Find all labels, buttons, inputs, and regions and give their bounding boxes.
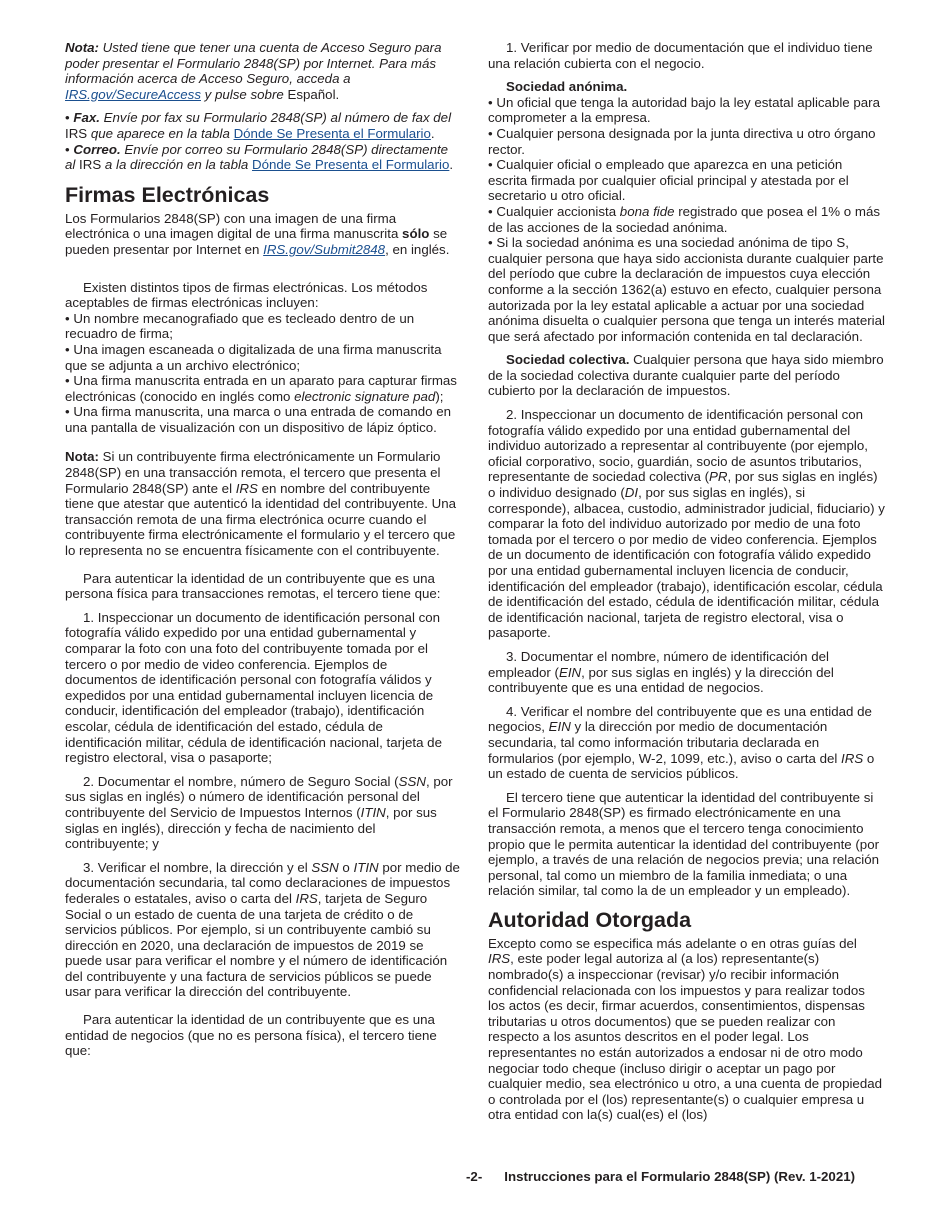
- firma-bullet-1: • Un nombre mecanografiado que es tecleado dentro de un recuadro de firma;: [65, 311, 460, 342]
- footer-title: Instrucciones para el Formulario 2848(SP) (Rev. 1-2021): [504, 1169, 856, 1184]
- firma-bullet-4: • Una firma manuscrita, una marca o una entrada de comando en una pantalla de visualización con un dispositivo de lápiz óptico.: [65, 404, 460, 435]
- negocio-item-4: 4. Verificar el nombre del contribuyente que es una entidad de negocios, EIN y la dirección por medio de documentación secundaria, tal como información tributaria declarada en formularios (por ejemplo, W-2, 1099, etc.), aviso o carta del IRS o un estado de cuenta de servicios públicos.: [488, 703, 875, 782]
- persona-item-3: 3. Verificar el nombre, la dirección y el SSN o ITIN por medio de documentación secundaria, tal como declaraciones de impuestos federales o estatales, aviso o carta del IRS, tarjeta de Seguro Social o un estado de cuenta de una tarjeta de crédito o de servicios públicos. Por ejemplo, si un contribuyente cambió su dirección en 2020, una declaración de impuestos de 2019 se puede usar para verificar el nombre y el número de identificación del contribuyente y una factura de servicios públicos se puede usar para verificar la dirección del contribuyente.: [65, 859, 460, 1000]
- heading-autoridad-otorgada: Autoridad Otorgada: [488, 907, 692, 932]
- firmas-tipos: Existen distintos tipos de firmas electrónicas. Los métodos aceptables de firmas electrónicas incluyen:: [65, 279, 428, 311]
- donde-presenta-link-2[interactable]: Dónde Se Presenta el Formulario: [252, 157, 450, 173]
- sociedad-colectiva: Sociedad colectiva. Cualquier persona que haya sido miembro de la sociedad colectiva durante cualquier parte del período cubierto por la declaración de impuestos.: [488, 352, 884, 399]
- firmas-intro: Los Formularios 2848(SP) con una imagen de una firma electrónica o una imagen digital de una firma manuscrita sólo se pueden presentar por Internet en IRS.gov/Submit2848, en inglés.: [65, 210, 450, 257]
- fax-bullet: • Fax. Envíe por fax su Formulario 2848(SP) al número de fax del IRS que aparece en la tabla Dónde Se Presenta el Formulario.: [65, 110, 460, 141]
- sociedad-anonima-heading: Sociedad anónima.: [506, 79, 628, 95]
- sa-bullet-5: • Si la sociedad anónima es una sociedad anónima de tipo S, cualquier persona que haya sido accionista durante cualquier parte del período que cubre la declaración de impuestos cuya elección conforme a la sección 1362(a) estuvo en efecto, cualquier persona autorizada por la ley estatal aplicable a actuar por una sociedad anónima disuelta o cualquier persona que tenga un interés material que será afectado por información contenida en tal declaración.: [488, 235, 885, 344]
- persona-fisica-intro: Para autenticar la identidad de un contribuyente que es una persona física para transacciones remotas, el tercero tiene que:: [65, 570, 441, 602]
- correo-bullet: • Correo. Envíe por correo su Formulario 2848(SP) directamente al IRS a la dirección en la tabla Dónde Se Presenta el Formulario.: [65, 142, 460, 173]
- persona-item-1: 1. Inspeccionar un documento de identificación personal con fotografía válido expedido por una entidad gubernamental y comparar la foto con una foto del contribuyente tomada por el tercero o por medio de video conferencia. Ejemplos de documentos de identificación personal con fotografía válidos y expedidos por una entidad gubernamental incluyen licencia de conducir, identificación del empleador (trabajo), identificación escolar, cédula de identificación del estado, cédula de identificación militar, cédula de identificación nacional, tarjeta de registro electoral, visa o pasaporte;: [65, 609, 442, 766]
- sa-bullet-3: • Cualquier oficial o empleado que aparezca en una petición escrita firmada por cualquier oficial principal y atestada por el secretario u otro oficial.: [488, 157, 885, 204]
- page-footer: [466, 1169, 855, 1184]
- sa-bullet-2: • Cualquier persona designada por la junta directiva u otro órgano rector.: [488, 126, 885, 157]
- right-column: [488, 40, 885, 1131]
- firma-bullet-3: • Una firma manuscrita entrada en un aparato para capturar firmas electrónicas (conocido en inglés como electronic signature pad);: [65, 373, 460, 404]
- heading-firmas-electronicas: Firmas Electrónicas: [65, 182, 270, 207]
- persona-item-2: 2. Documentar el nombre, número de Seguro Social (SSN, por sus siglas en inglés) o número de identificación personal del contribuyente del Servicio de Impuestos Internos (ITIN, por sus siglas en inglés), dirección y fecha de nacimiento del contribuyente; y: [65, 773, 453, 852]
- negocio-item-1: 1. Verificar por medio de documentación que el individuo tiene una relación cubierta con el negocio.: [488, 40, 873, 71]
- negocios-intro: Para autenticar la identidad de un contribuyente que es una entidad de negocios (que no es persona física), el tercero tiene que:: [65, 1012, 437, 1059]
- left-column: [65, 40, 460, 1067]
- firma-bullet-2: • Una imagen escaneada o digitalizada de una firma manuscrita que se adjunta a un archivo electrónico;: [65, 342, 460, 373]
- note-transaccion-remota: Nota: Si un contribuyente firma electrónicamente un Formulario 2848(SP) en una transacción remota, el tercero que presenta el Formulario 2848(SP) ante el IRS en nombre del contribuyente tiene que atestar que autenticó la identidad del contribuyente. Una transacción remota de una firma electrónica ocurre cuando el contribuyente firma electrónicamente el formulario y el tercero que lo representa no se encuentra físicamente con el contribuyente.: [65, 449, 457, 559]
- secure-access-link[interactable]: IRS.gov/SecureAccess: [65, 86, 201, 102]
- sa-bullet-1: • Un oficial que tenga la autoridad bajo la ley estatal aplicable para comprometer a la empresa.: [488, 95, 885, 126]
- autoridad-text: Excepto como se especifica más adelante o en otras guías del IRS, este poder legal autoriza al (a los) representante(s) nombrado(s) a inspeccionar (revisar) y/o recibir información confidencial relacionada con los impuestos y para realizar todos los actos (es decir, firmar acuerdos, consentimientos, dispensas tributarias u otros documentos) que se pueden realizar con respecto a los asuntos descritos en el poder legal. Los representantes no están autorizados a endosar ni de otro modo negociar todo cheque (incluso dirigir o aceptar un pago por cualquier medio, sea electrónico u otro, a una cuenta de propiedad o controlada por el (los) representante(s) o cualquier empresa u otra entidad con la(s) cual(es) el (los): [488, 935, 882, 1123]
- donde-presenta-link[interactable]: Dónde Se Presenta el Formulario: [233, 125, 431, 141]
- negocio-item-3: 3. Documentar el nombre, número de identificación del empleador (EIN, por sus siglas en inglés) y la dirección del contribuyente que es una entidad de negocios.: [488, 648, 834, 696]
- submit2848-link[interactable]: IRS.gov/Submit2848: [263, 241, 386, 257]
- tercero-autenticar: El tercero tiene que autenticar la identidad del contribuyente si el Formulario 2848(SP) es firmado electrónicamente en una transacción remota, a menos que el tercero tenga conocimiento propio que le permita autenticar la identidad del contribuyente (por ejemplo, a través de una relación de negocios previa; una relación personal, tal como un miembro de la familia inmediata; o una relación similar, tal como la de un empleador y un empleado).: [488, 789, 880, 899]
- note-secure-access: Nota: Usted tiene que tener una cuenta de Acceso Seguro para poder presentar el Formulario 2848(SP) por Internet. Para más información acerca de Acceso Seguro, acceda a IRS.gov/SecureAccess y pulse sobre Español.: [65, 40, 442, 102]
- page-number: -2-: [466, 1169, 483, 1184]
- sa-bullet-4: • Cualquier accionista bona fide registrado que posea el 1% o más de las acciones de la sociedad anónima.: [488, 204, 885, 235]
- negocio-item-2: 2. Inspeccionar un documento de identificación personal con fotografía válido expedido por una entidad gubernamental del individuo autorizado a representar al contribuyente (por ejemplo, oficial corporativo, socio, guardián, socio de asuntos tributarios, representante de sociedad colectiva (PR, por sus siglas en inglés) o individuo designado (DI, por sus siglas en inglés), si corresponde), albacea, custodio, administrador judicial, fiduciario) y comparar la foto del individuo autorizado por medio de una foto tomada por el tercero o por medio de video conferencia. Ejemplos de un documento de identificación con fotografía válido expedido por una entidad gubernamental incluyen licencia de conducir, identificación del empleador (trabajo), identificación escolar, cédula de identificación del estado, cédula de identificación militar, cédula de identificación nacional, tarjeta de registro electoral, visa o pasaporte.: [488, 407, 885, 641]
